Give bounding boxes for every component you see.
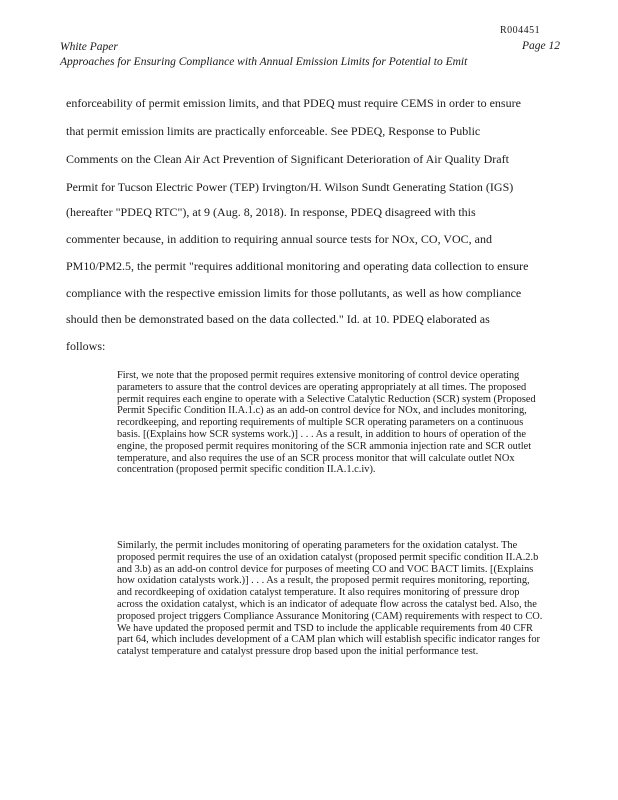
document-number: R004451 xyxy=(500,25,541,36)
quote-paragraph: Similarly, the permit includes monitoring of operating parameters for the oxidation catalyst. The proposed permit requires the use of an oxidation catalyst (proposed permit specific condition II.A.2.b and 3.b) as an add-on control device for purposes of meeting CO and VOC BACT limits. [(Explains how oxidation catalysts work.)] . . . As a result, the proposed permit requires monitoring, reporting, and recordkeeping of oxidation catalyst temperature. It also requires monitoring of pressure drop across the oxidation catalyst, which is an indicator of adequate flow across the catalyst bed. Also, the proposed project triggers Compliance Assurance Monitoring (CAM) requirements with respect to CO. We have updated the proposed permit and TSD to include the applicable requirements from 40 CFR part 64, which includes development of a CAM plan which will establish specific indicator ranges for catalyst temperature and catalyst pressure drop based upon the initial performance test. xyxy=(117,540,543,658)
body-line: follows: xyxy=(66,339,106,353)
page-header xyxy=(60,40,467,70)
body-line: commenter because, in addition to requiring annual source tests for NOx, CO, VOC, and xyxy=(66,232,493,246)
body-line: should then be demonstrated based on the data collected." Id. at 10. PDEQ elaborated as xyxy=(66,312,490,326)
body-line: Comments on the Clean Air Act Prevention of Significant Deterioration of Air Quality Draft xyxy=(66,152,509,166)
header-subtitle: Approaches for Ensuring Compliance with Annual Emission Limits for Potential to Emit xyxy=(60,56,468,68)
body-line: that permit emission limits are practically enforceable. See PDEQ, Response to Public xyxy=(66,124,481,138)
body-line: (hereafter "PDEQ RTC"), at 9 (Aug. 8, 2018). In response, PDEQ disagreed with this xyxy=(66,205,476,219)
body-line: PM10/PM2.5, the permit "requires additional monitoring and operating data collection to ensure xyxy=(66,259,529,273)
body-line: enforceability of permit emission limits, and that PDEQ must require CEMS in order to ensure xyxy=(66,96,521,110)
quote-paragraph: First, we note that the proposed permit requires extensive monitoring of control device operating parameters to assure that the control devices are operating appropriately at all times. The proposed permit requires each engine to operate with a Selective Catalytic Reduction (SCR) system (Proposed Permit Specific Condition II.A.1.c) as an add-on control device for NOx, and includes monitoring, recordkeeping, and reporting requirements of multiple SCR operating parameters on a continuous basis. [(Explains how SCR systems work.)] . . . As a result, in addition to hours of operation of the engine, the proposed permit requires monitoring of the SCR ammonia injection rate and SCR outlet temperature, and also requires the use of an SCR process monitor that will calculate outlet NOx concentration (proposed permit specific condition II.A.1.c.iv). xyxy=(117,370,536,476)
header-title: White Paper xyxy=(60,41,118,53)
body-line: Permit for Tucson Electric Power (TEP) Irvington/H. Wilson Sundt Generating Station (IGS) xyxy=(66,180,514,194)
body-line: compliance with the respective emission limits for those pollutants, as well as how compliance xyxy=(66,286,522,300)
page-number: Page 12 xyxy=(522,40,561,52)
